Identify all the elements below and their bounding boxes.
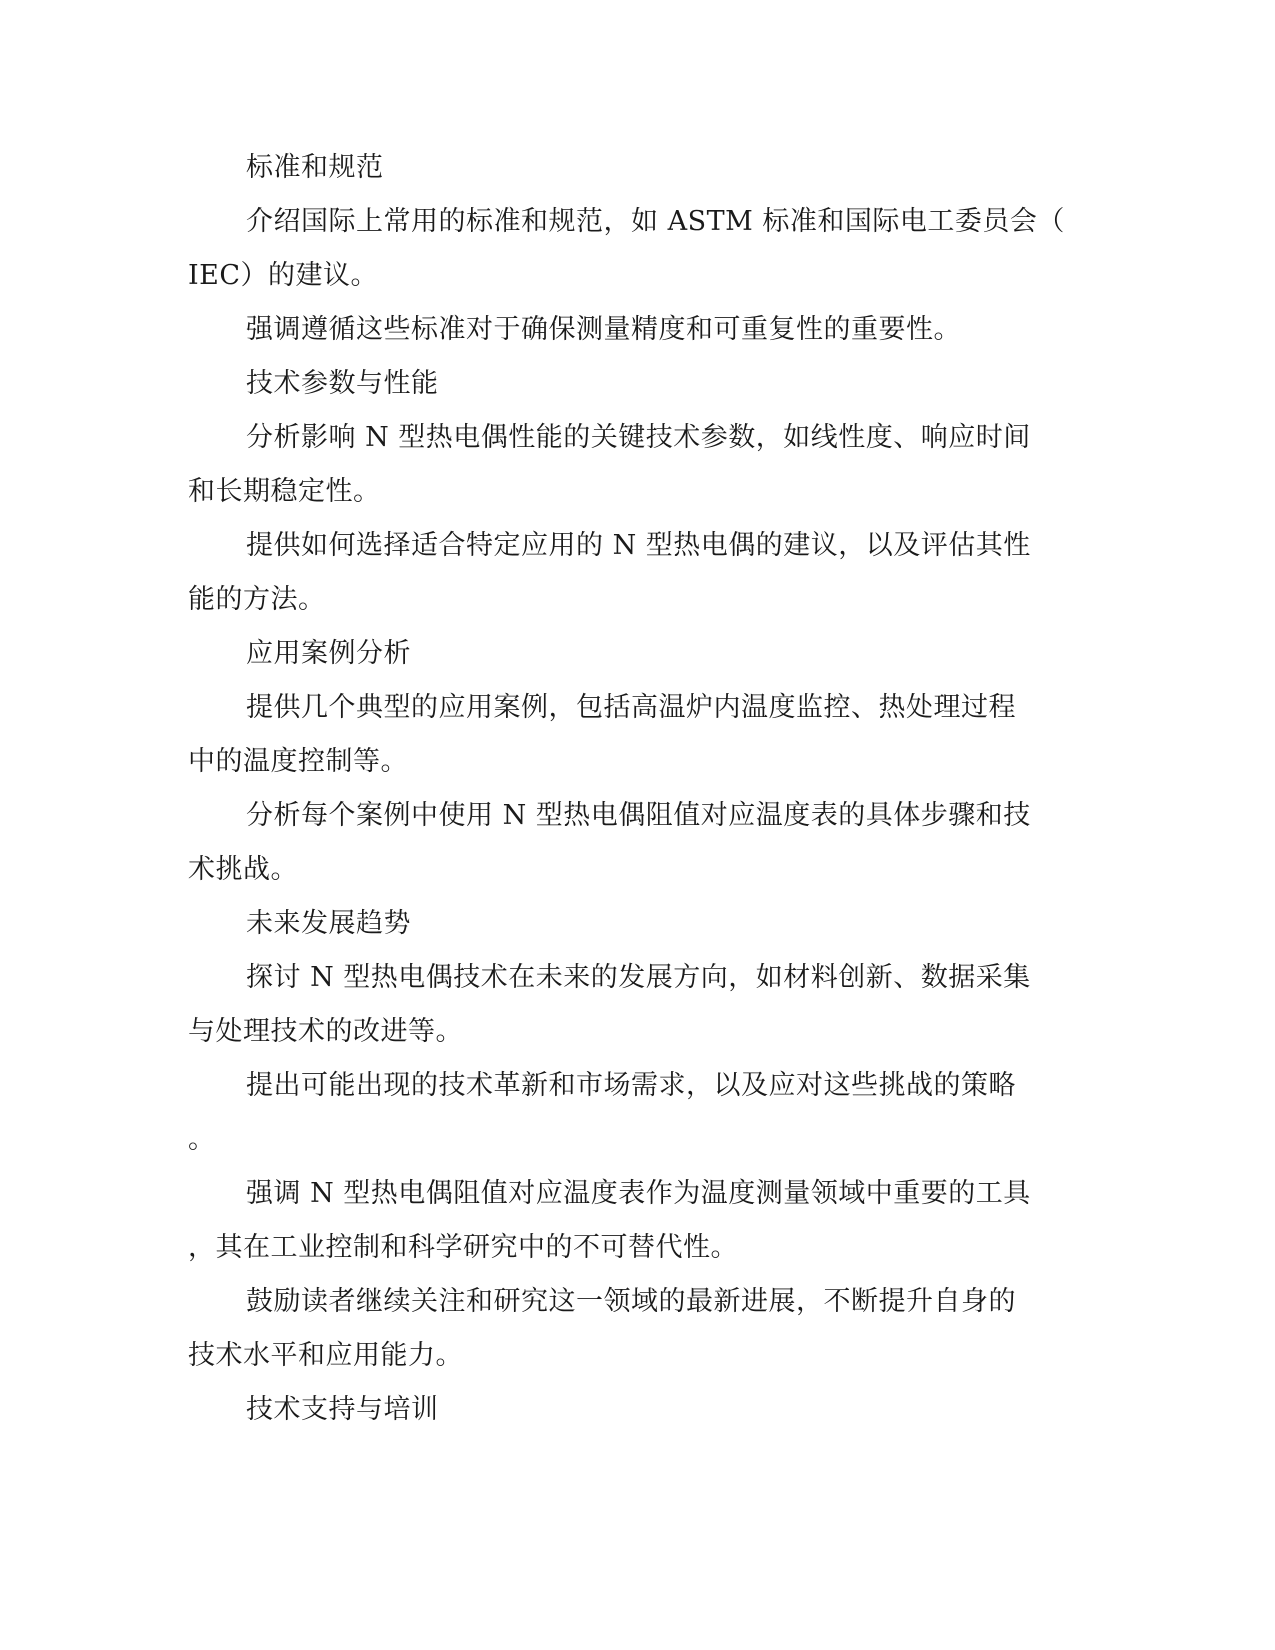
heading-case-study: 应用案例分析 (246, 638, 411, 669)
paragraph-line: 强调 N 型热电偶阻值对应温度表作为温度测量领域中重要的工具 (246, 1178, 1031, 1209)
paragraph-line: 能的方法。 (188, 584, 326, 615)
paragraph-line: 分析每个案例中使用 N 型热电偶阻值对应温度表的具体步骤和技 (246, 800, 1031, 831)
paragraph-line: 探讨 N 型热电偶技术在未来的发展方向，如材料创新、数据采集 (246, 962, 1031, 993)
paragraph-line: 。 (188, 1124, 216, 1155)
paragraph-line: 介绍国际上常用的标准和规范，如 ASTM 标准和国际电工委员会（ (246, 206, 1065, 237)
heading-standards: 标准和规范 (246, 152, 384, 183)
heading-tech-params: 技术参数与性能 (246, 368, 439, 399)
heading-future-trends: 未来发展趋势 (246, 908, 411, 939)
paragraph-line: 鼓励读者继续关注和研究这一领域的最新进展，不断提升自身的 (246, 1286, 1016, 1317)
paragraph-line: 强调遵循这些标准对于确保测量精度和可重复性的重要性。 (246, 314, 961, 345)
heading-tech-support: 技术支持与培训 (246, 1394, 439, 1425)
paragraph-line: IEC）的建议。 (188, 260, 379, 291)
paragraph-line: 分析影响 N 型热电偶性能的关键技术参数，如线性度、响应时间 (246, 422, 1031, 453)
paragraph-line: ，其在工业控制和科学研究中的不可替代性。 (188, 1232, 738, 1263)
paragraph-line: 术挑战。 (188, 854, 298, 885)
paragraph-line: 与处理技术的改进等。 (188, 1016, 463, 1047)
paragraph-line: 提供几个典型的应用案例，包括高温炉内温度监控、热处理过程 (246, 692, 1016, 723)
paragraph-line: 中的温度控制等。 (188, 746, 408, 777)
paragraph-line: 提供如何选择适合特定应用的 N 型热电偶的建议，以及评估其性 (246, 530, 1031, 561)
paragraph-line: 提出可能出现的技术革新和市场需求，以及应对这些挑战的策略 (246, 1070, 1016, 1101)
paragraph-line: 技术水平和应用能力。 (188, 1340, 463, 1371)
paragraph-line: 和长期稳定性。 (188, 476, 381, 507)
